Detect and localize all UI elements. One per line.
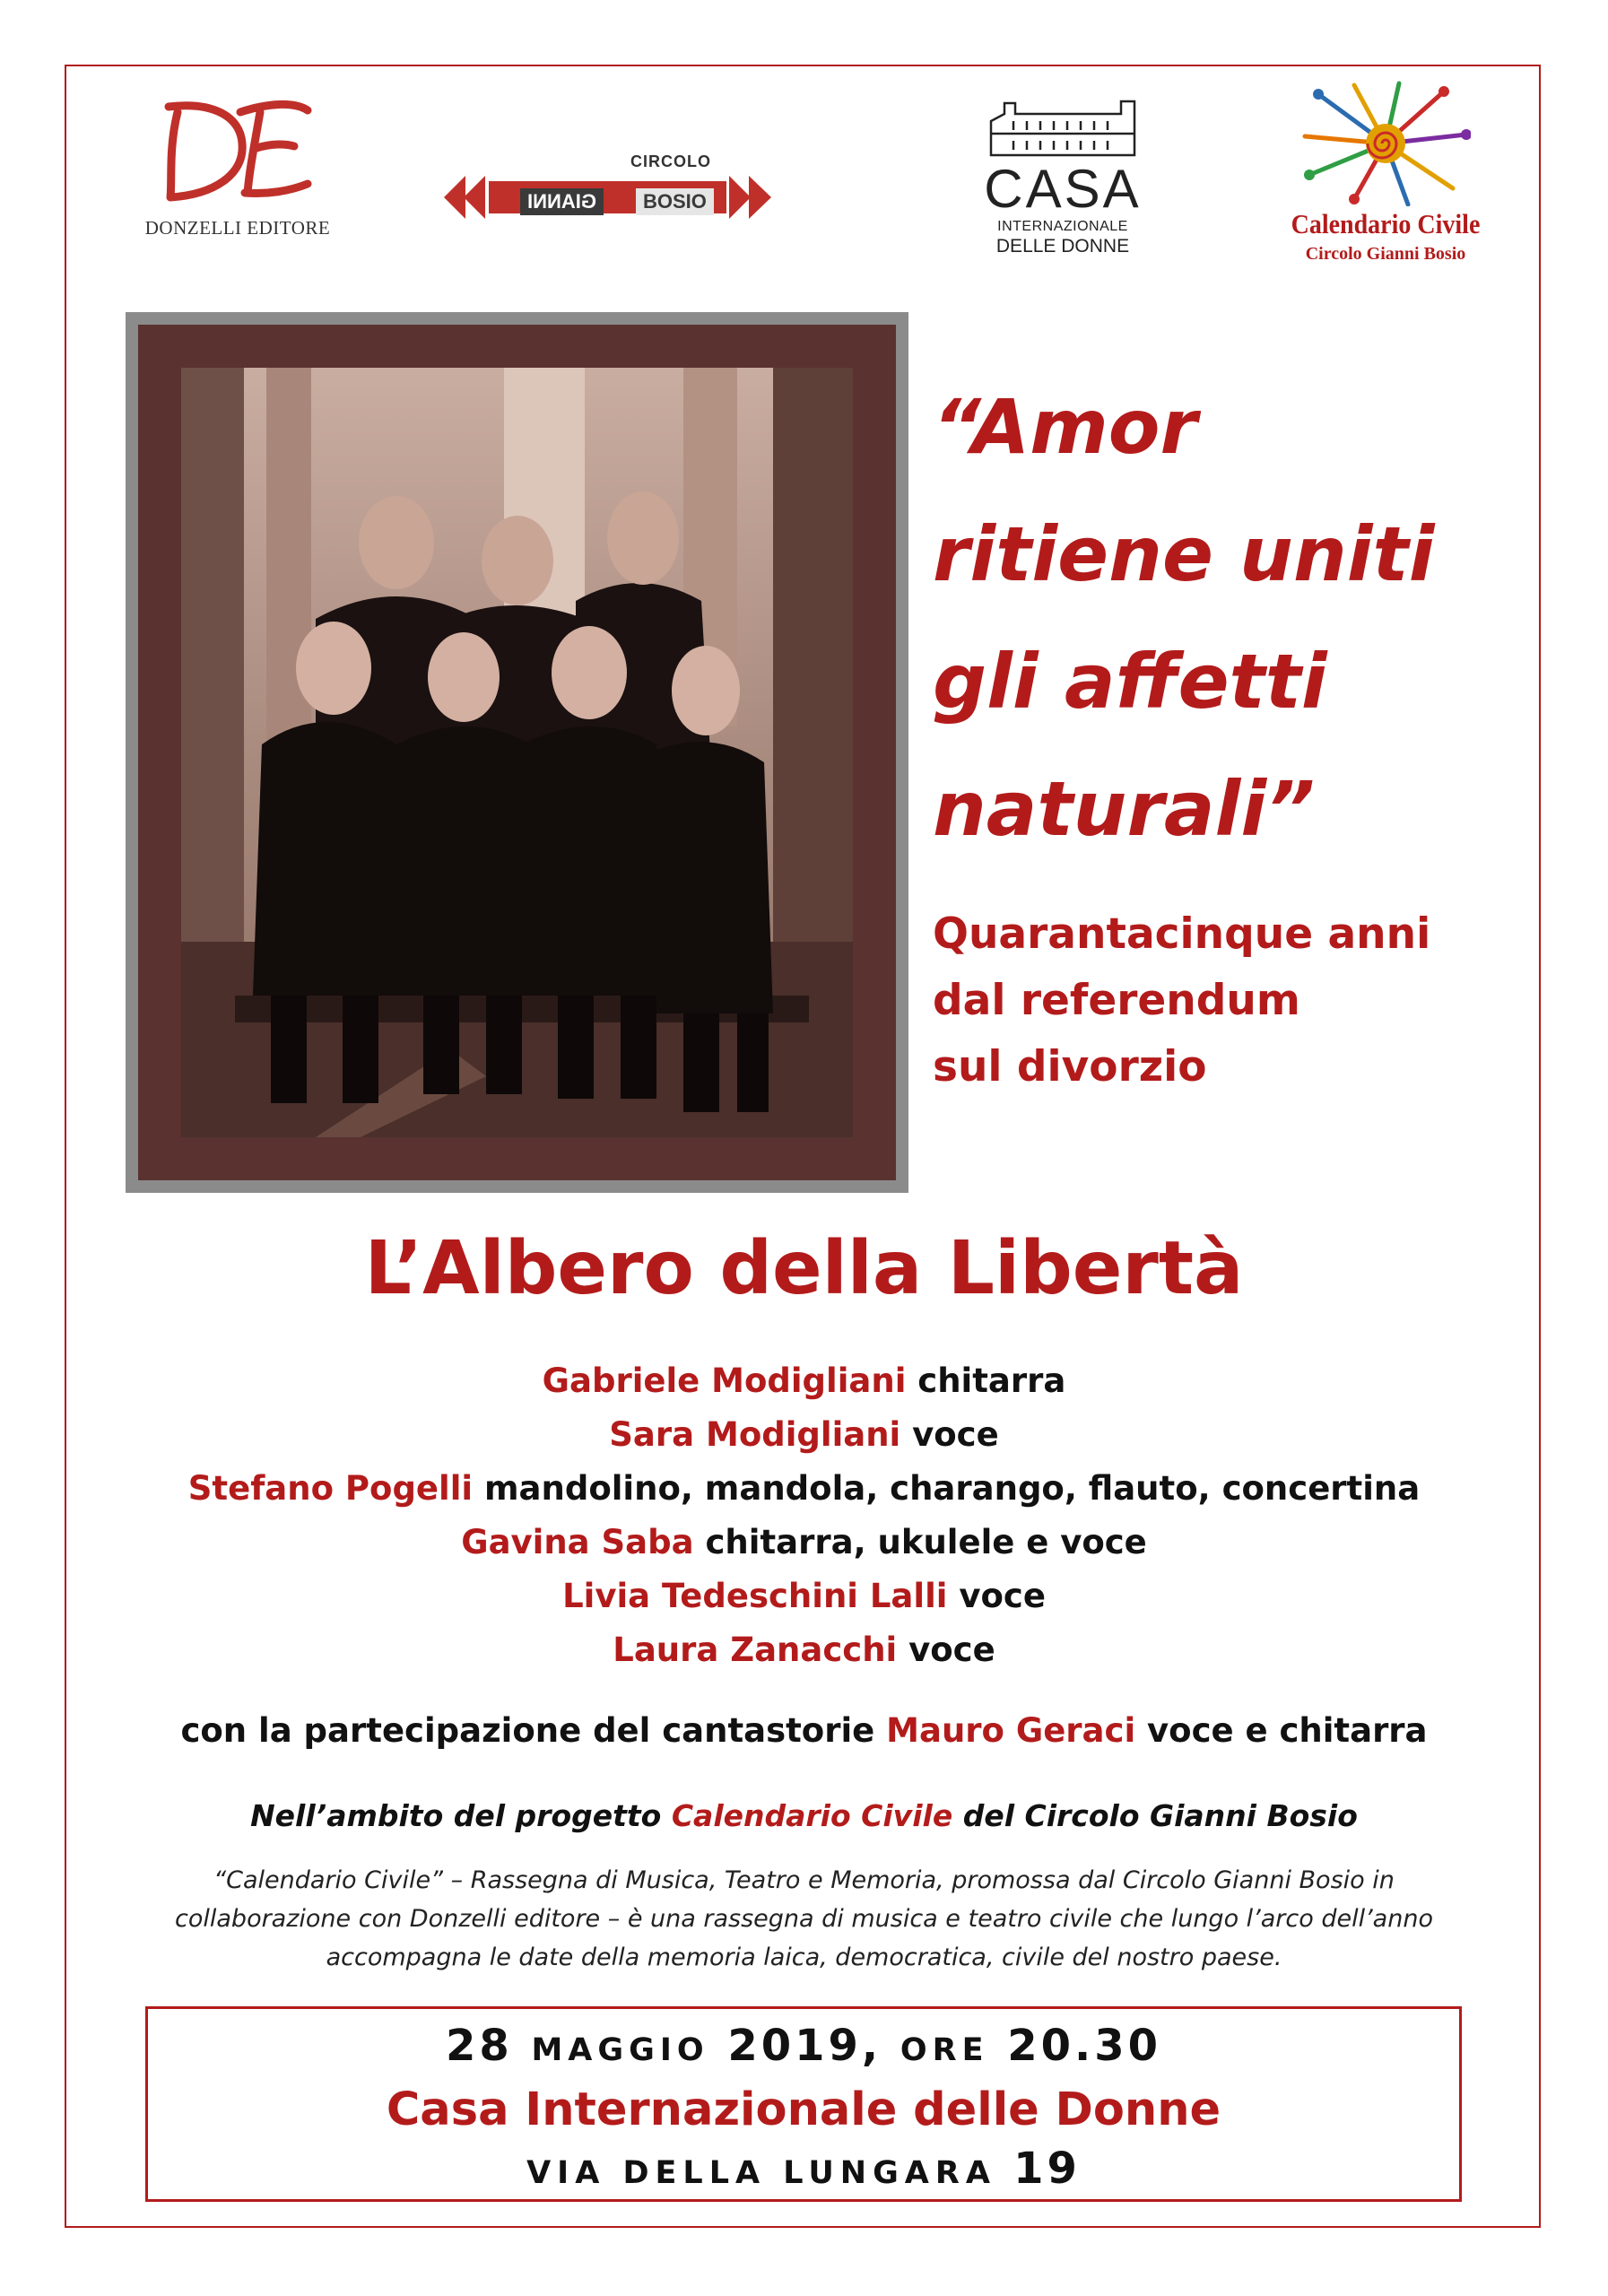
- member-name: Livia Tedeschini Lalli: [562, 1577, 948, 1615]
- subtitle-line: Quarantacinque anni: [933, 909, 1431, 959]
- event-time: 20.30: [1007, 2021, 1162, 2071]
- project-line: [0, 1798, 1608, 1833]
- donzelli-logo: [135, 94, 341, 247]
- member-item: [0, 1354, 1608, 1408]
- member-item: [0, 1516, 1608, 1570]
- circolo-name: BOSIO: [636, 188, 714, 215]
- quote-line: ritiene uniti: [933, 510, 1435, 598]
- event-year: 2019,: [727, 2021, 882, 2071]
- member-name: Stefano Pogelli: [187, 1469, 474, 1508]
- guest-prefix: con la partecipazione del cantastorie: [180, 1711, 875, 1750]
- member-name: Gabriele Modigliani: [542, 1361, 907, 1400]
- casa-logo-title: CASA: [984, 159, 1142, 219]
- quote-line: naturali”: [933, 765, 1316, 853]
- member-role: mandolino, mandola, charango, flauto, concertina: [483, 1469, 1421, 1508]
- casa-logo-sub1: INTERNAZIONALE: [997, 219, 1128, 234]
- circolo-name-mirrored: GIANNI: [520, 188, 604, 215]
- event-venue: Casa Internazionale delle Donne: [386, 2083, 1221, 2136]
- calendario-civile-logo: [1282, 81, 1489, 269]
- group-photo-frame: [126, 312, 908, 1193]
- event-street-number: 19: [1013, 2144, 1081, 2194]
- circolo-bosio-logo: [444, 152, 771, 229]
- member-item: [0, 1462, 1608, 1516]
- member-name: Sara Modigliani: [609, 1415, 901, 1454]
- member-name: Gavina Saba: [461, 1523, 694, 1561]
- member-item: [0, 1623, 1608, 1677]
- member-role: chitarra, ukulele e voce: [705, 1523, 1147, 1561]
- guest-line: [0, 1704, 1608, 1758]
- member-name: Laura Zanacchi: [613, 1631, 898, 1669]
- building-icon: [987, 94, 1139, 157]
- event-date: [148, 2021, 1459, 2071]
- casa-logo-sub2: DELLE DONNE: [995, 236, 1130, 257]
- band-members-list: [0, 1354, 1608, 1677]
- project-name: Calendario Civile: [671, 1798, 953, 1833]
- quote-headline: [933, 363, 1507, 873]
- guest-name: Mauro Geraci: [886, 1711, 1136, 1750]
- circolo-arrows-icon: [444, 170, 771, 224]
- photo-mat: [138, 325, 896, 1180]
- casa-donne-logo: [978, 94, 1148, 260]
- project-prefix: Nell’ambito del progetto: [250, 1798, 662, 1833]
- project-description: “Calendario Civile” – Rassegna di Musica, Teatro e Memoria, promossa dal Circolo Gianni Bosio in collaborazione con Donzelli editore – è una rassegna di musica e teatro civile che lungo l’arco dell’anno accompagna le date della memoria laica, democratica, civile del nostro paese.: [175, 1866, 1433, 1971]
- event-ore-label: ORE: [900, 2032, 989, 2068]
- member-item: [0, 1408, 1608, 1462]
- band-group-photo: [181, 368, 853, 1137]
- calendario-logo-title: Calendario Civile: [1291, 209, 1481, 240]
- member-role: voce: [912, 1415, 999, 1454]
- event-address: [148, 2144, 1459, 2194]
- member-role: chitarra: [917, 1361, 1066, 1400]
- event-street: VIA DELLA LUNGARA: [526, 2155, 996, 2191]
- member-role: voce: [908, 1631, 995, 1669]
- event-info-box: [145, 2006, 1462, 2202]
- calendario-logo-sub: Circolo Gianni Bosio: [1305, 244, 1466, 264]
- guest-role: voce e chitarra: [1147, 1711, 1428, 1750]
- member-role: voce: [959, 1577, 1046, 1615]
- event-day: 28: [445, 2021, 513, 2071]
- event-month: MAGGIO: [531, 2032, 709, 2068]
- donzelli-mark-icon: [160, 94, 312, 202]
- group-photo: [181, 368, 853, 1137]
- project-suffix: del Circolo Gianni Bosio: [962, 1798, 1358, 1833]
- quote-line: gli affetti: [933, 638, 1327, 726]
- subtitle-line: sul divorzio: [933, 1042, 1207, 1091]
- spiral-burst-icon: [1300, 81, 1471, 206]
- headline-subtitle: [933, 901, 1507, 1100]
- subtitle-line: dal referendum: [933, 976, 1300, 1025]
- donzelli-logo-text: DONZELLI EDITORE: [144, 217, 331, 239]
- circolo-label: CIRCOLO: [630, 152, 711, 170]
- band-title: L’Albero della Libertà: [364, 1226, 1244, 1311]
- member-item: [0, 1570, 1608, 1623]
- quote-line: “Amor: [933, 383, 1197, 471]
